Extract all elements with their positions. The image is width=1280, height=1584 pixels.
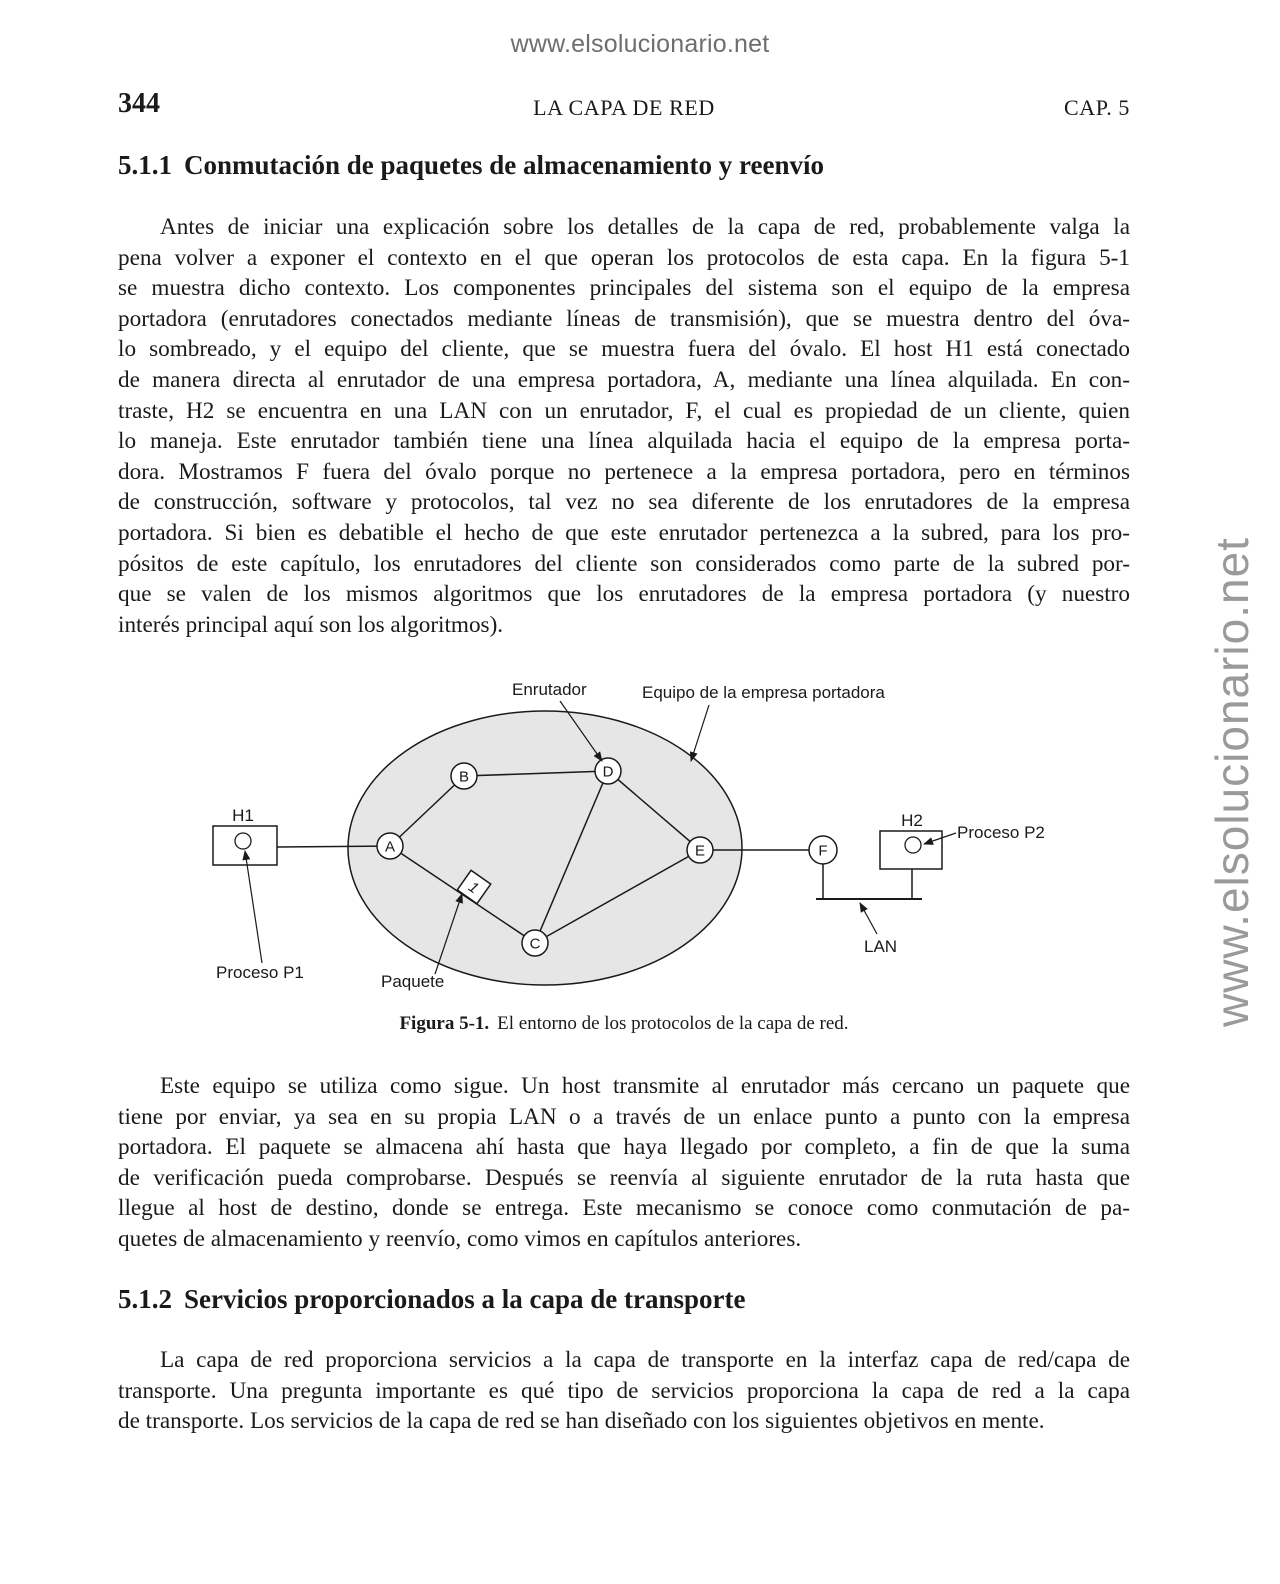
process-p2-label: Proceso P2 <box>957 823 1045 842</box>
paragraph-2 <box>118 1071 1130 1255</box>
paragraph-1 <box>118 212 1130 640</box>
process-p1-label: Proceso P1 <box>216 963 304 982</box>
text-line: traste, H2 se encuentra en una LAN con un enrutador, F, el cual es propiedad de un cliente, quien <box>118 397 1130 424</box>
router-a <box>377 833 403 859</box>
section-heading-5-1-1 <box>118 150 824 181</box>
h1-label: H1 <box>232 806 254 825</box>
text-line: Este equipo se utiliza como sigue. Un host transmite al enrutador más cercano un paquete que <box>160 1073 1130 1099</box>
carrier-equipment-label: Equipo de la empresa portadora <box>642 683 885 702</box>
router-label: C <box>529 935 541 953</box>
text-line: de construcción, software y protocolos, tal vez no sea diferente de los enrutadores de la empresa <box>118 489 1130 516</box>
link-h1-a <box>277 846 390 847</box>
figure-5-1 <box>200 670 1080 1000</box>
text-line: de verificación pueda comprobarse. Después se reenvía al siguiente enrutador de la ruta hasta que <box>118 1164 1130 1191</box>
router-label: B <box>458 768 470 786</box>
page-number: 344 <box>118 88 160 119</box>
process-p2-icon <box>905 837 921 853</box>
caption-number: Figura 5-1. <box>399 1013 490 1034</box>
text-line: lo maneja. Este enrutador también tiene una línea alquilada hacia el equipo de la empresa porta- <box>118 428 1130 455</box>
router-callout-label: Enrutador <box>512 680 587 699</box>
text-line: interés principal aquí son los algoritmos). <box>118 611 504 638</box>
paragraph-3 <box>118 1345 1130 1437</box>
caption-text: El entorno de los protocolos de la capa de red. <box>497 1013 849 1034</box>
router-e <box>687 837 713 863</box>
h2-label: H2 <box>901 811 923 830</box>
watermark-side: www.elsolucionario.net <box>1206 537 1258 1027</box>
text-line: pósitos de este capítulo, los enrutadores del cliente son considerados como parte de la subred por- <box>118 550 1130 577</box>
text-line: quetes de almacenamiento y reenvío, como vimos en capítulos anteriores. <box>118 1225 802 1252</box>
text-line: dora. Mostramos F fuera del óvalo porque no pertenece a la empresa portadora, pero en términos <box>118 458 1130 485</box>
section-title: Servicios proporcionados a la capa de transporte <box>184 1284 746 1314</box>
running-title: LA CAPA DE RED <box>533 95 715 120</box>
watermark-top: www.elsolucionario.net <box>510 30 770 58</box>
text-line: tiene por enviar, ya sea en su propia LAN o a través de un enlace punto a punto con la empresa <box>118 1103 1130 1130</box>
router-label: D <box>602 763 614 781</box>
packet-label: Paquete <box>381 972 445 991</box>
figure-caption <box>0 1013 1248 1035</box>
text-line: portadora. El paquete se almacena ahí hasta que haya llegado por completo, a fin de que la suma <box>118 1134 1130 1161</box>
router-f <box>809 836 837 864</box>
router-d <box>595 758 621 784</box>
text-line: transporte. Una pregunta importante es qué tipo de servicios proporciona la capa de red a la capa <box>118 1377 1130 1404</box>
router-label: F <box>818 842 828 860</box>
host-h1 <box>213 806 277 865</box>
text-line: La capa de red proporciona servicios a la capa de transporte en la interfaz capa de red/capa de <box>160 1347 1130 1373</box>
running-head <box>118 88 1130 124</box>
text-line: Antes de iniciar una explicación sobre los detalles de la capa de red, probablemente valga la <box>160 214 1130 240</box>
text-line: llegue al host de destino, donde se entrega. Este mecanismo se conoce como conmutación de pa- <box>118 1195 1130 1222</box>
text-line: que se valen de los mismos algoritmos que los enrutadores de la empresa portadora (y nuestro <box>118 581 1130 608</box>
router-c <box>522 930 548 956</box>
router-b <box>451 763 477 789</box>
text-line: pena volver a exponer el contexto en el que operan los protocolos de esta capa. En la figura 5-1 <box>118 244 1130 271</box>
section-heading-5-1-2 <box>118 1284 746 1315</box>
text-line: lo sombreado, y el equipo del cliente, que se muestra fuera del óvalo. El host H1 está conectado <box>118 336 1130 363</box>
text-line: de transporte. Los servicios de la capa de red se han diseñado con los siguientes objetivos en mente. <box>118 1408 1045 1435</box>
text-line: portadora (enrutadores conectados mediante líneas de transmisión), que se muestra dentro del óva- <box>118 305 1130 332</box>
section-number: 5.1.1 <box>118 150 172 180</box>
section-title: Conmutación de paquetes de almacenamiento y reenvío <box>184 150 824 180</box>
text-line: portadora. Si bien es debatible el hecho de que este enrutador pertenezca a la subred, para los pro- <box>118 519 1130 546</box>
text-line: se muestra dicho contexto. Los componentes principales del sistema son el equipo de la empresa <box>118 275 1130 302</box>
router-label: E <box>694 842 706 860</box>
router-label: A <box>384 838 396 856</box>
chapter-ref: CAP. 5 <box>1064 95 1130 120</box>
network-diagram <box>200 670 1080 1000</box>
host-h2 <box>880 811 942 869</box>
process-p1-icon <box>235 833 251 849</box>
text-line: de manera directa al enrutador de una empresa portadora, A, mediante una línea alquilada. En con- <box>118 366 1130 393</box>
lan-label: LAN <box>864 937 898 956</box>
packet-number: 1 <box>465 878 482 898</box>
section-number: 5.1.2 <box>118 1284 172 1314</box>
